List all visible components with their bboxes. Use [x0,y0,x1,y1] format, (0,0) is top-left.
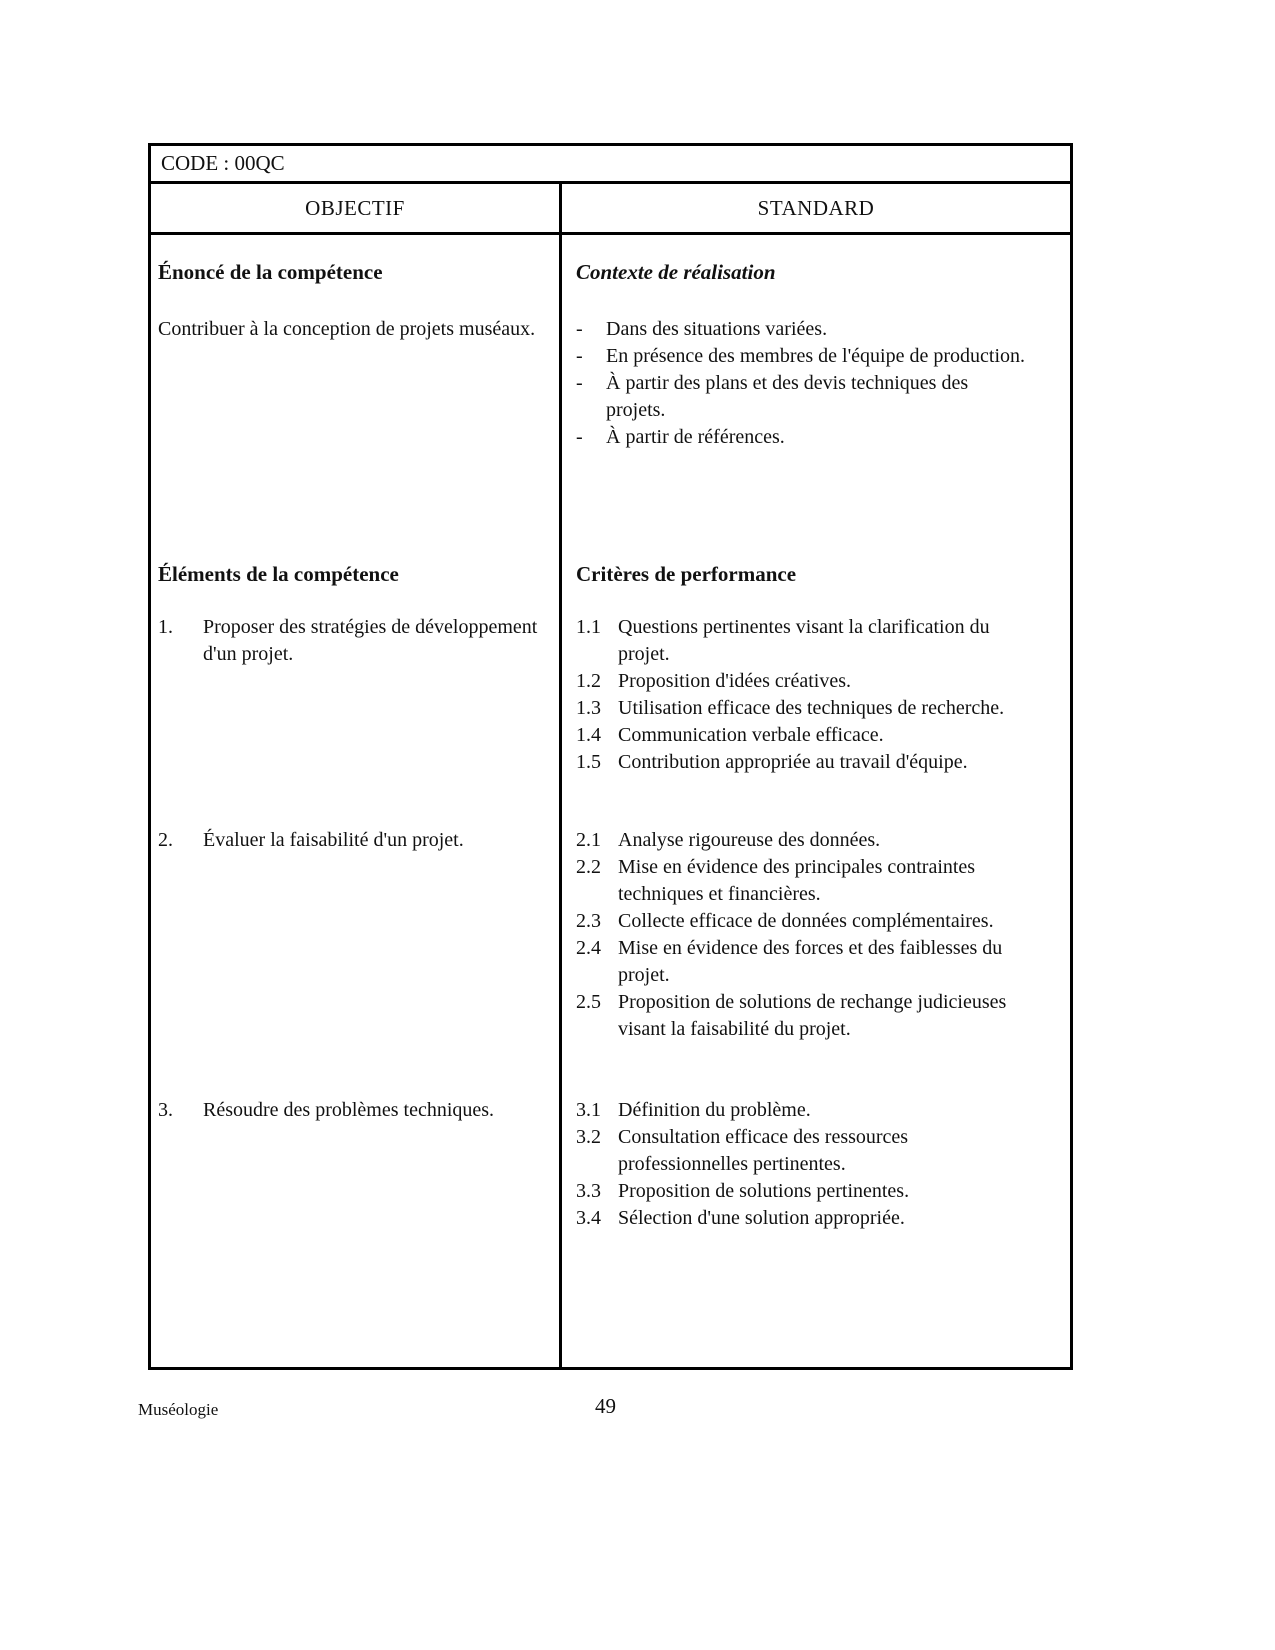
criterion-text: Proposition d'idées créatives. [618,670,851,692]
footer-page-number: 49 [595,1394,616,1418]
code-row [151,146,1070,184]
criterion-item [576,908,1040,935]
element-number: 1. [158,616,173,638]
enonce-text-cell [151,316,562,561]
criterion-item [576,1097,1040,1124]
criterion-item [576,695,1040,722]
criterion-item [576,614,1040,668]
criterion-item [576,989,1040,1043]
list-item-text: Dans des situations variées. [606,318,828,340]
element-number: 3. [158,1099,173,1121]
criteria-group-3-cell [562,1097,1070,1367]
criterion-item [576,668,1040,695]
criterion-item [576,854,1040,908]
criterion-text: Utilisation efficace des techniques de recherche. [618,697,1005,719]
criterion-text: Sélection d'une solution appropriée. [618,1207,905,1229]
enonce-heading: Énoncé de la compétence [158,260,383,284]
contexte-heading: Contexte de réalisation [576,260,776,284]
criteria-group-1-cell [562,614,1070,827]
element-3-cell [151,1097,562,1367]
criterion-text: Collecte efficace de données complémentaires. [618,910,994,932]
list-item-text: À partir de références. [606,426,785,448]
dash-marker: - [576,318,583,340]
contexte-heading-cell [562,235,1070,316]
criterion-number: 2.1 [576,829,601,851]
elements-heading-cell [151,561,562,614]
criterion-item [576,935,1040,989]
criterion-number: 3.4 [576,1207,601,1229]
elements-heading: Éléments de la compétence [158,562,399,586]
criterion-number: 1.3 [576,697,601,719]
enonce-text: Contribuer à la conception de projets muséaux. [158,318,536,340]
list-item [576,424,1025,451]
contexte-list-cell [562,316,1070,561]
criterion-text: Communication verbale efficace. [618,724,884,746]
criterion-item [576,749,1040,776]
contexte-list [576,316,1040,451]
criteria-list [576,614,1040,776]
criteria-group-2-cell [562,827,1070,1097]
element-item [158,614,541,668]
element-1-cell [151,614,562,827]
criterion-item [576,1124,1040,1178]
criterion-item [576,1205,1040,1232]
criterion-text: Questions pertinentes visant la clarification du projet. [618,616,990,665]
competency-table [148,143,1073,1370]
element-2-cell [151,827,562,1097]
criterion-number: 1.5 [576,751,601,773]
element-text: Évaluer la faisabilité d'un projet. [203,829,464,851]
dash-marker: - [576,426,583,448]
criterion-text: Consultation efficace des ressources professionnelles pertinentes. [618,1126,909,1175]
element-text: Résoudre des problèmes techniques. [203,1099,495,1121]
code-label: CODE : 00QC [161,151,285,175]
criterion-text: Contribution appropriée au travail d'équipe. [618,751,968,773]
dash-marker: - [576,372,583,394]
criterion-number: 3.1 [576,1099,601,1121]
objectif-column-header: OBJECTIF [151,184,562,232]
criterion-number: 1.1 [576,616,601,638]
criterion-text: Définition du problème. [618,1099,811,1121]
criterion-text: Proposition de solutions de rechange judicieuses visant la faisabilité du projet. [618,991,1007,1040]
criteres-heading-cell [562,561,1070,614]
criterion-number: 2.4 [576,937,601,959]
criterion-item [576,722,1040,749]
criterion-number: 1.2 [576,670,601,692]
criterion-number: 3.3 [576,1180,601,1202]
element-item [158,827,541,854]
footer-document-title: Muséologie [138,1400,219,1419]
table-body [151,235,1070,1367]
criterion-number: 1.4 [576,724,601,746]
list-item [576,343,1025,370]
criteria-list [576,827,1040,1043]
criterion-text: Mise en évidence des forces et des faiblesses du projet. [618,937,1003,986]
list-item-text: En présence des membres de l'équipe de production. [606,345,1026,367]
criterion-number: 2.3 [576,910,601,932]
list-item-text: À partir des plans et des devis techniques des projets. [606,372,969,421]
element-item [158,1097,541,1124]
enonce-heading-cell [151,235,562,316]
element-number: 2. [158,829,173,851]
criterion-number: 2.2 [576,856,601,878]
criteria-list [576,1097,1040,1232]
criterion-number: 2.5 [576,991,601,1013]
dash-marker: - [576,345,583,367]
standard-column-header: STANDARD [757,195,875,220]
list-item [576,316,1025,343]
criterion-text: Proposition de solutions pertinentes. [618,1180,910,1202]
list-item [576,370,1025,424]
criterion-text: Analyse rigoureuse des données. [618,829,881,851]
criteres-heading: Critères de performance [576,562,797,586]
column-header-row [151,184,1070,235]
criterion-text: Mise en évidence des principales contraintes techniques et financières. [618,856,976,905]
criterion-number: 3.2 [576,1126,601,1148]
criterion-item [576,1178,1040,1205]
criterion-item [576,827,1040,854]
element-text: Proposer des stratégies de développement d'un projet. [203,616,538,665]
